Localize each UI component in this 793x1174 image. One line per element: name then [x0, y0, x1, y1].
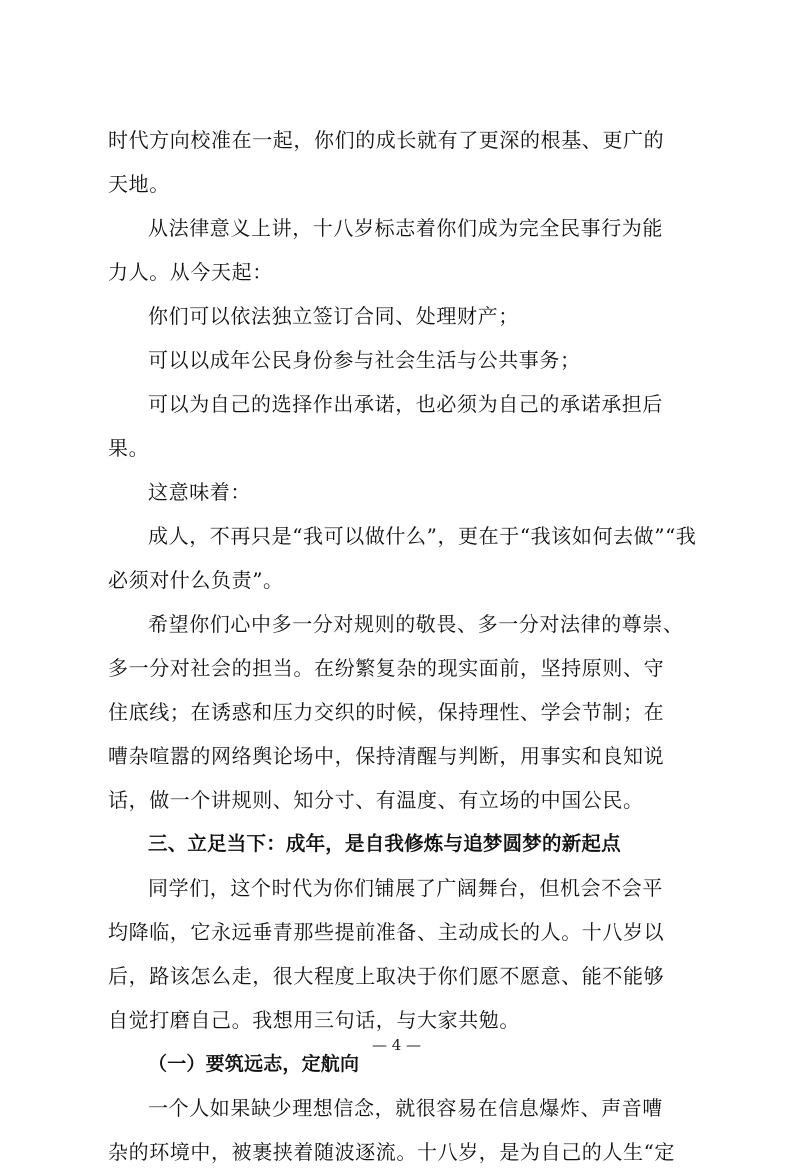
text-line: 力人。从今天起： — [108, 260, 273, 284]
text-line: 杂的环境中，被裹挟着随波逐流。十八岁，是为自己的人生“定 — [108, 1140, 676, 1164]
page-content — [108, 118, 697, 1174]
text-line: 必须对什么负责”。 — [108, 568, 284, 592]
paragraph-start: 你们可以依法独立签订合同、处理财产； — [148, 304, 519, 328]
subsection-heading: （一）要筑远志，定航向 — [148, 1053, 360, 1075]
paragraph-start: 成人，不再只是“我可以做什么”，更在于“我该如何去做”“我 — [148, 524, 697, 548]
text-line: 多一分对社会的担当。在纷繁复杂的现实面前，坚持原则、守 — [108, 656, 665, 680]
text-line: 话，做一个讲规则、知分寸、有温度、有立场的中国公民。 — [108, 788, 644, 812]
text-line: 均降临，它永远垂青那些提前准备、主动成长的人。十八岁以 — [108, 920, 665, 944]
text-line: 天地。 — [108, 172, 170, 196]
paragraph-start: 这意味着： — [148, 480, 251, 504]
text-line: 嘈杂喧嚣的网络舆论场中，保持清醒与判断，用事实和良知说 — [108, 744, 665, 768]
paragraph-start: 可以以成年公民身份参与社会生活与公共事务； — [148, 348, 581, 372]
section-heading: 三、立足当下：成年，是自我修炼与追梦圆梦的新起点 — [148, 832, 621, 855]
paragraph-start: 同学们，这个时代为你们铺展了广阔舞台，但机会不会平 — [148, 876, 663, 900]
text-line: 自觉打磨自己。我想用三句话，与大家共勉。 — [108, 1008, 520, 1032]
paragraph-start: 可以为自己的选择作出承诺，也必须为自己的承诺承担后 — [148, 392, 663, 416]
text-line: 住底线；在诱惑和压力交织的时候，保持理性、学会节制；在 — [108, 700, 665, 724]
text-line: 后，路该怎么走，很大程度上取决于你们愿不愿意、能不能够 — [108, 964, 665, 988]
text-line: 果。 — [108, 436, 150, 460]
paragraph-start: 希望你们心中多一分对规则的敬畏、多一分对法律的尊崇、 — [148, 612, 684, 636]
page-number: — 4 — — [371, 1036, 422, 1054]
paragraph-start: 一个人如果缺少理想信念，就很容易在信息爆炸、声音嘈 — [148, 1096, 663, 1120]
paragraph-start: 从法律意义上讲，十八岁标志着你们成为完全民事行为能 — [148, 216, 663, 240]
text-line: 时代方向校准在一起，你们的成长就有了更深的根基、更广的 — [108, 128, 665, 152]
